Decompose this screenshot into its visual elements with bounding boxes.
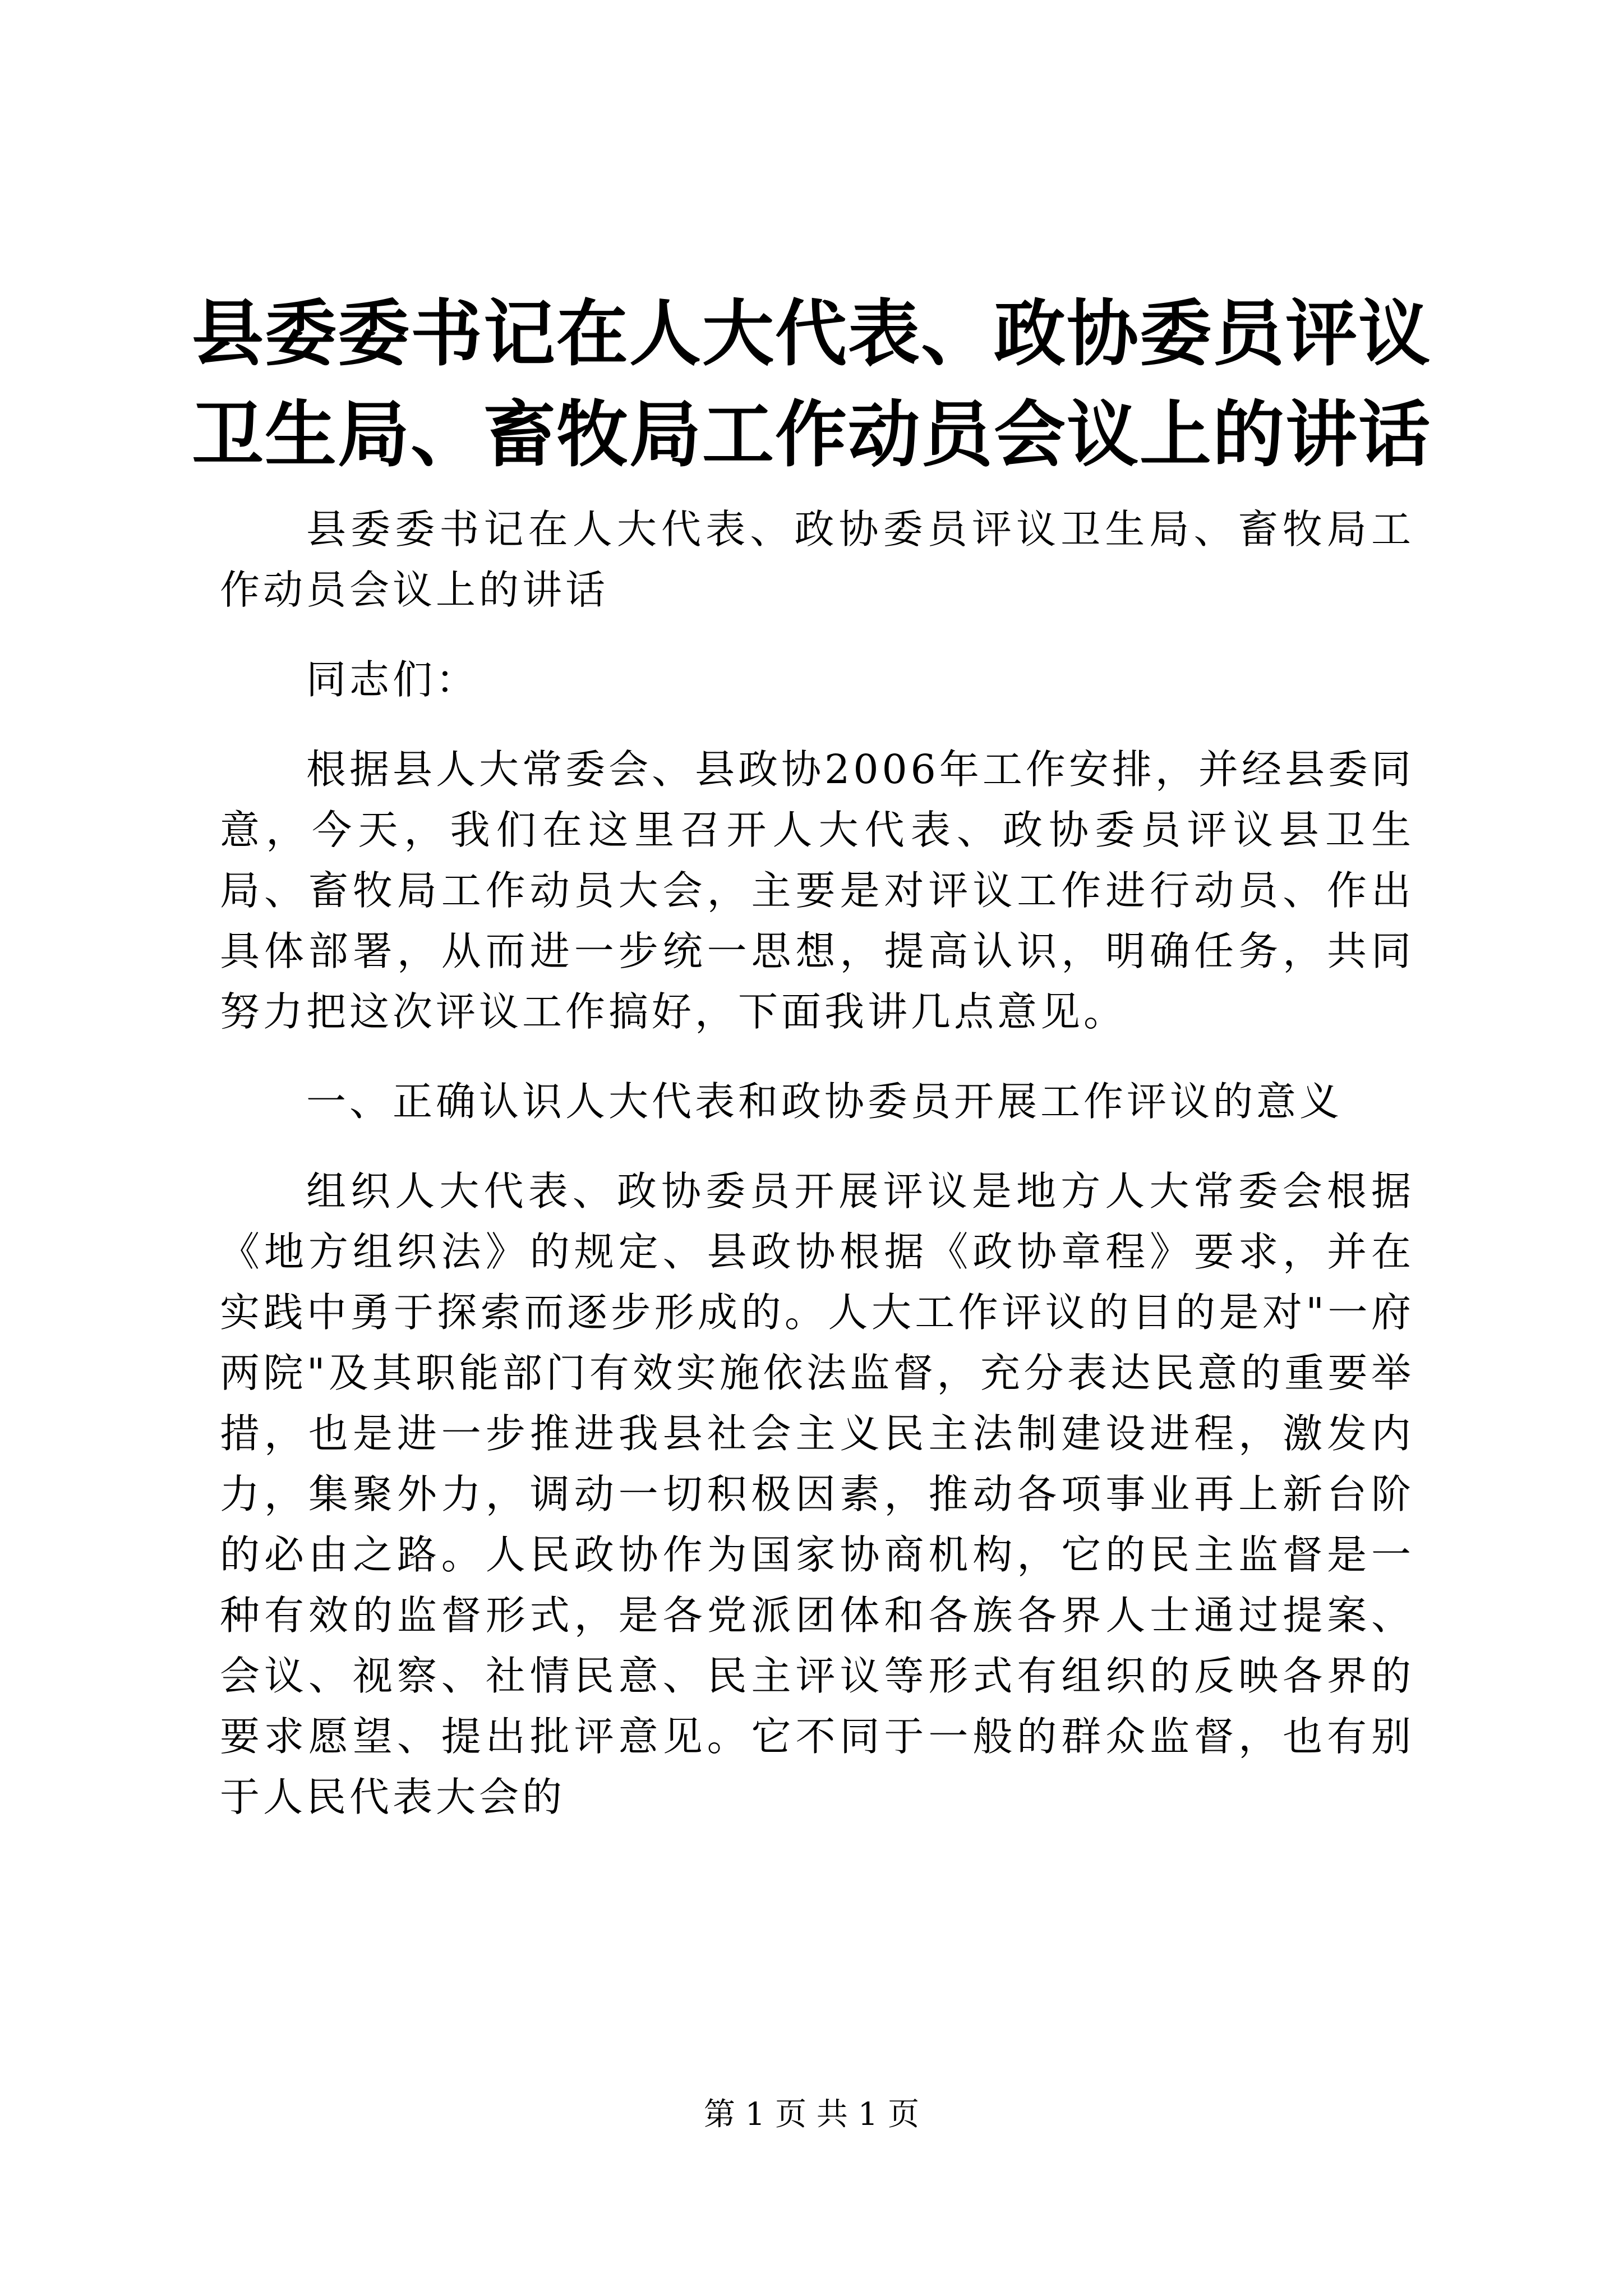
document-body (220, 499, 1414, 1857)
paragraph-main: 组织人大代表、政协委员开展评议是地方人大常委会根据《地方组织法》的规定、县政协根据《政协章程》要求，并在实践中勇于探索而逐步形成的。人大工作评议的目的是对"一府两院"及其职能部门有效实施依法监督，充分表达民意的重要举措，也是进一步推进我县社会主义民主法制建设进程，激发内力，集聚外力，调动一切积极因素，推动各项事业再上新台阶的必由之路。人民政协作为国家协商机构，它的民主监督是一种有效的监督形式，是各党派团体和各族各界人士通过提案、会议、视察、社情民意、民主评议等形式有组织的反映各界的要求愿望、提出批评意见。它不同于一般的群众监督，也有别于人民代表大会的 (220, 1168, 1414, 1820)
page-footer: 第 1 页 共 1 页 (703, 2096, 920, 2133)
document-title: 县委委书记在人大代表、政协委员评议卫生局、畜牧局工作动员会议上的讲话 (191, 292, 1431, 477)
paragraph-salutation: 同志们： (306, 656, 479, 703)
paragraph-subtitle: 县委委书记在人大代表、政协委员评议卫生局、畜牧局工作动员会议上的讲话 (220, 506, 1414, 613)
paragraph-intro: 根据县人大常委会、县政协2006年工作安排，并经县委同意，今天，我们在这里召开人大代表、政协委员评议县卫生局、畜牧局工作动员大会，主要是对评议工作进行动员、作出具体部署，从而进一步统一思想，提高认识，明确任务，共同努力把这次评议工作搞好，下面我讲几点意见。 (220, 746, 1414, 1035)
paragraph-heading-one: 一、正确认识人大代表和政协委员开展工作评议的意义 (306, 1078, 1343, 1125)
